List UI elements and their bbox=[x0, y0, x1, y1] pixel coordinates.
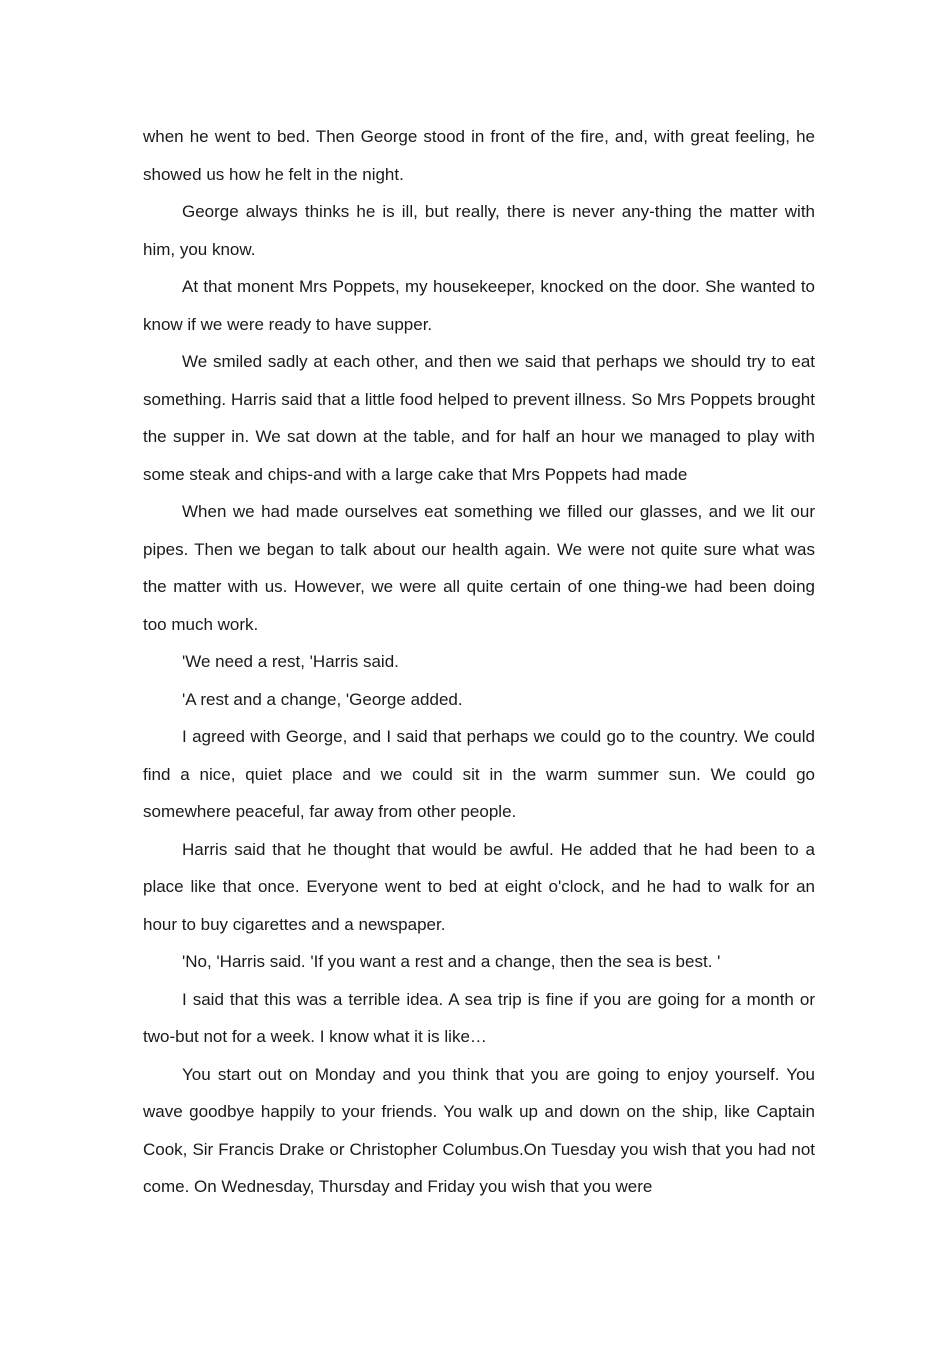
paragraph: When we had made ourselves eat something we filled our glasses, and we lit our pipes. Then we began to talk about our health again. We were not quite sure what was the matter with us. However, we were all quite certain of one thing-we had been doing too much work. bbox=[143, 502, 815, 634]
paragraph: Harris said that he thought that would be awful. He added that he had been to a place like that once. Everyone went to bed at eight o'clock, and he had to walk for an hour to buy cigarettes and a newspaper. bbox=[143, 839, 815, 934]
paragraph: 'No, 'Harris said. 'If you want a rest and a change, then the sea is best. ' bbox=[182, 952, 721, 971]
body-text bbox=[143, 118, 815, 1206]
paragraph: 'We need a rest, 'Harris said. bbox=[182, 652, 399, 671]
paragraph: George always thinks he is ill, but really, there is never any-thing the matter with him, you know. bbox=[143, 202, 815, 259]
paragraph: I said that this was a terrible idea. A sea trip is fine if you are going for a month or two-but not for a week. I know what it is like… bbox=[143, 989, 815, 1046]
paragraph: At that monent Mrs Poppets, my housekeeper, knocked on the door. She wanted to know if we were ready to have supper. bbox=[143, 277, 815, 334]
paragraph: 'A rest and a change, 'George added. bbox=[182, 689, 463, 709]
paragraph: when he went to bed. Then George stood in front of the fire, and, with great feeling, he showed us how he felt in the night. bbox=[143, 127, 815, 184]
paragraph: You start out on Monday and you think that you are going to enjoy yourself. You wave goodbye happily to your friends. You walk up and down on the ship, like Captain Cook, Sir Francis Drake or Christopher Columbus.On Tuesday you wish that you had not come. On Wednesday, Thursday and Friday you wish that you were bbox=[143, 1064, 815, 1196]
paragraph: We smiled sadly at each other, and then we said that perhaps we should try to eat something. Harris said that a little food helped to prevent illness. So Mrs Poppets brought the supper in. We sat down at the table, and for half an hour we managed to play with some steak and chips-and with a large cake that Mrs Poppets had made bbox=[143, 352, 815, 484]
paragraph: I agreed with George, and I said that perhaps we could go to the country. We could find a nice, quiet place and we could sit in the warm summer sun. We could go somewhere peaceful, far away from other people. bbox=[143, 727, 815, 821]
